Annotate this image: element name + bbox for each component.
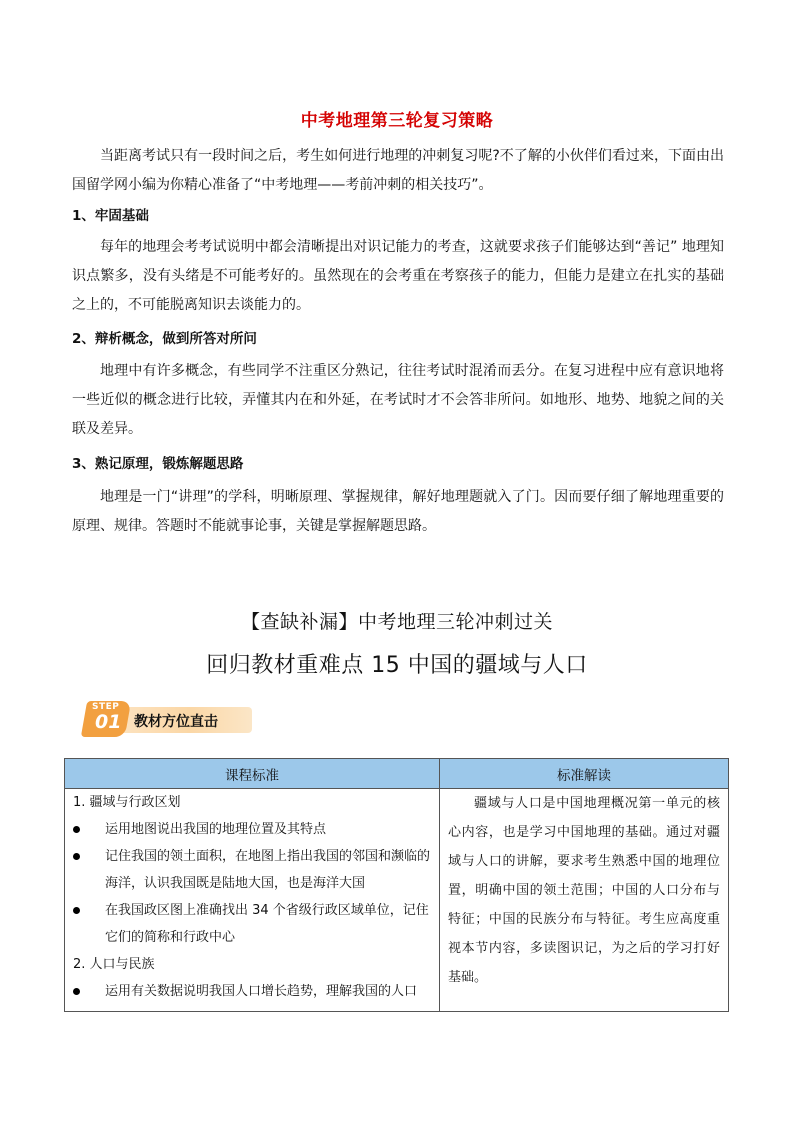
section-1-body: 每年的地理会考考试说明中都会清晰提出对识记能力的考查，这就要求孩子们能够达到“善记” 地理知识点繁多，没有头绪是不可能考好的。虽然现在的会考重在考察孩子的能力，但能力是建立在扎实的基础之上的，不可能脱离知识去谈能力的。	[72, 239, 724, 313]
section-2-heading: 2、辩析概念，做到所答对所问	[72, 331, 257, 347]
list-item-text: 运用有关数据说明我国人口增长趋势，理解我国的人口	[105, 984, 418, 999]
list-item-text: 记住我国的领土面积，在地图上指出我国的邻国和濒临的海洋，认识我国既是陆地大国，也是海洋大国	[105, 849, 431, 891]
list-item	[73, 897, 433, 951]
step-banner	[80, 699, 255, 737]
section-2-body: 地理中有许多概念，有些同学不注重区分熟记，往往考试时混淆而丢分。在复习进程中应有意识地将一些近似的概念进行比较，弄懂其内在和外延，在考试时才不会答非所问。如地形、地势、地貌之间的关联及差异。	[72, 363, 724, 437]
curriculum-table	[64, 758, 729, 1012]
bullet-icon	[73, 897, 105, 951]
table-header-row	[65, 759, 729, 789]
subtitle-review: 【查缺补漏】中考地理三轮冲刺过关	[240, 611, 553, 633]
list-item-text: 运用地图说出我国的地理位置及其特点	[105, 822, 327, 837]
document-title: 中考地理第三轮复习策略	[300, 111, 494, 131]
intro-paragraph: 当距离考试只有一段时间之后，考生如何进行地理的冲刺复习呢?不了解的小伙伴们看过来，下面由出国留学网小编为你精心准备了“中考地理——考前冲刺的相关技巧”。	[72, 148, 724, 193]
group-title-territory: 1. 疆域与行政区划	[73, 795, 181, 810]
bullet-icon	[73, 843, 105, 897]
bullet-icon	[73, 978, 105, 1005]
subtitle-topic: 回归教材重难点 15 中国的疆域与人口	[206, 653, 588, 678]
bullet-icon	[73, 816, 105, 843]
step-badge-word: STEP	[92, 702, 120, 712]
header-curriculum-standard: 课程标准	[65, 759, 440, 789]
standards-cell	[65, 789, 440, 1012]
list-item	[73, 816, 433, 843]
section-3-heading: 3、熟记原理，锻炼解题思路	[72, 456, 244, 472]
section-3-body: 地理是一门“讲理”的学科，明晰原理、掌握规律，解好地理题就入了门。因而要仔细了解地理重要的原理、规律。答题时不能就事论事，关键是掌握解题思路。	[72, 489, 724, 534]
section-1-heading: 1、牢固基础	[72, 208, 149, 224]
list-item-text: 在我国政区图上准确找出 34 个省级行政区域单位，记住它们的简称和行政中心	[105, 903, 429, 945]
list-item	[73, 978, 433, 1005]
group-title-population: 2. 人口与民族	[73, 957, 155, 972]
step-badge-number: 01	[95, 711, 122, 733]
interpretation-cell: 疆域与人口是中国地理概况第一单元的核心内容，也是学习中国地理的基础。通过对疆域与人口的讲解，要求考生熟悉中国的地理位置，明确中国的领土范围；中国的人口分布与特征；中国的民族分布与特征。考生应高度重视本节内容，多读图识记，为之后的学习打好基础。	[440, 789, 729, 1012]
list-item	[73, 843, 433, 897]
header-standard-interpretation: 标准解读	[440, 759, 729, 789]
table-row	[65, 789, 729, 1012]
step-label: 教材方位直击	[134, 714, 218, 730]
